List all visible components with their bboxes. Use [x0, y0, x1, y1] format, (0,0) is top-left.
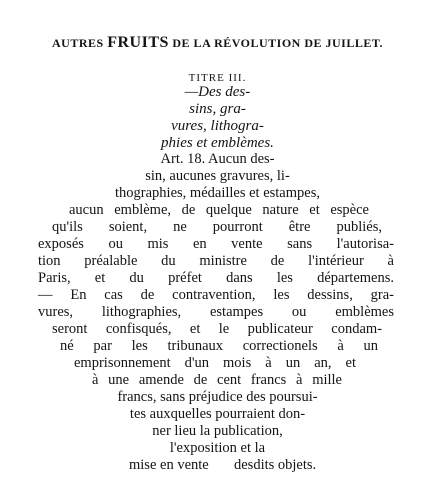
- title-heading-line: phies et emblèmes.: [161, 135, 274, 151]
- title-label: TITRE III.: [188, 72, 247, 84]
- body-line: tion préalable du ministre de l'intérieur à: [38, 253, 394, 269]
- body-line: thographies, médailles et estampes,: [115, 185, 320, 201]
- body-line: seront confisqués, et le publicateur condam-: [52, 321, 382, 337]
- body-line: l'exposition et la: [169, 440, 266, 456]
- body-line: exposés ou mis en vente sans l'autorisa-: [38, 236, 394, 252]
- body-line: Art. 18. Aucun des-: [160, 151, 275, 167]
- body-line: Paris, et du préfet dans les départemens.: [38, 270, 394, 286]
- header-word-autres: AUTRES: [52, 36, 104, 50]
- title-heading-line: vures, lithogra-: [171, 118, 264, 134]
- body-line: mise en vente: [129, 457, 209, 473]
- body-line: tes auxquelles pourraient don-: [129, 406, 306, 422]
- body-line: à une amende de cent francs à mille: [92, 372, 342, 388]
- body-line: francs, sans préjudice des poursui-: [117, 389, 318, 405]
- body-line: aucun emblème, de quelque nature et espèce: [69, 202, 369, 218]
- body-line: qu'ils soient, ne pourront être publiés,: [52, 219, 382, 235]
- body-line: desdits objets.: [234, 457, 317, 473]
- title-heading-line: —Des des-: [184, 84, 251, 100]
- body-line: emprisonnement d'un mois à un an, et: [74, 355, 356, 371]
- running-header: [0, 34, 435, 52]
- body-line: ner lieu la publication,: [152, 423, 283, 439]
- body-line: né par les tribunaux correctionels à un: [60, 338, 378, 354]
- header-word-fruits: FRUITS: [107, 34, 169, 51]
- body-line: vures, lithographies, estampes ou emblèmes: [38, 304, 394, 320]
- body-line: sin, aucunes gravures, li-: [145, 168, 290, 184]
- header-rest: DE LA RÉVOLUTION DE JUILLET.: [172, 36, 383, 50]
- body-line: — En cas de contravention, les dessins, gra-: [38, 287, 394, 303]
- title-heading-line: sins, gra-: [189, 101, 246, 117]
